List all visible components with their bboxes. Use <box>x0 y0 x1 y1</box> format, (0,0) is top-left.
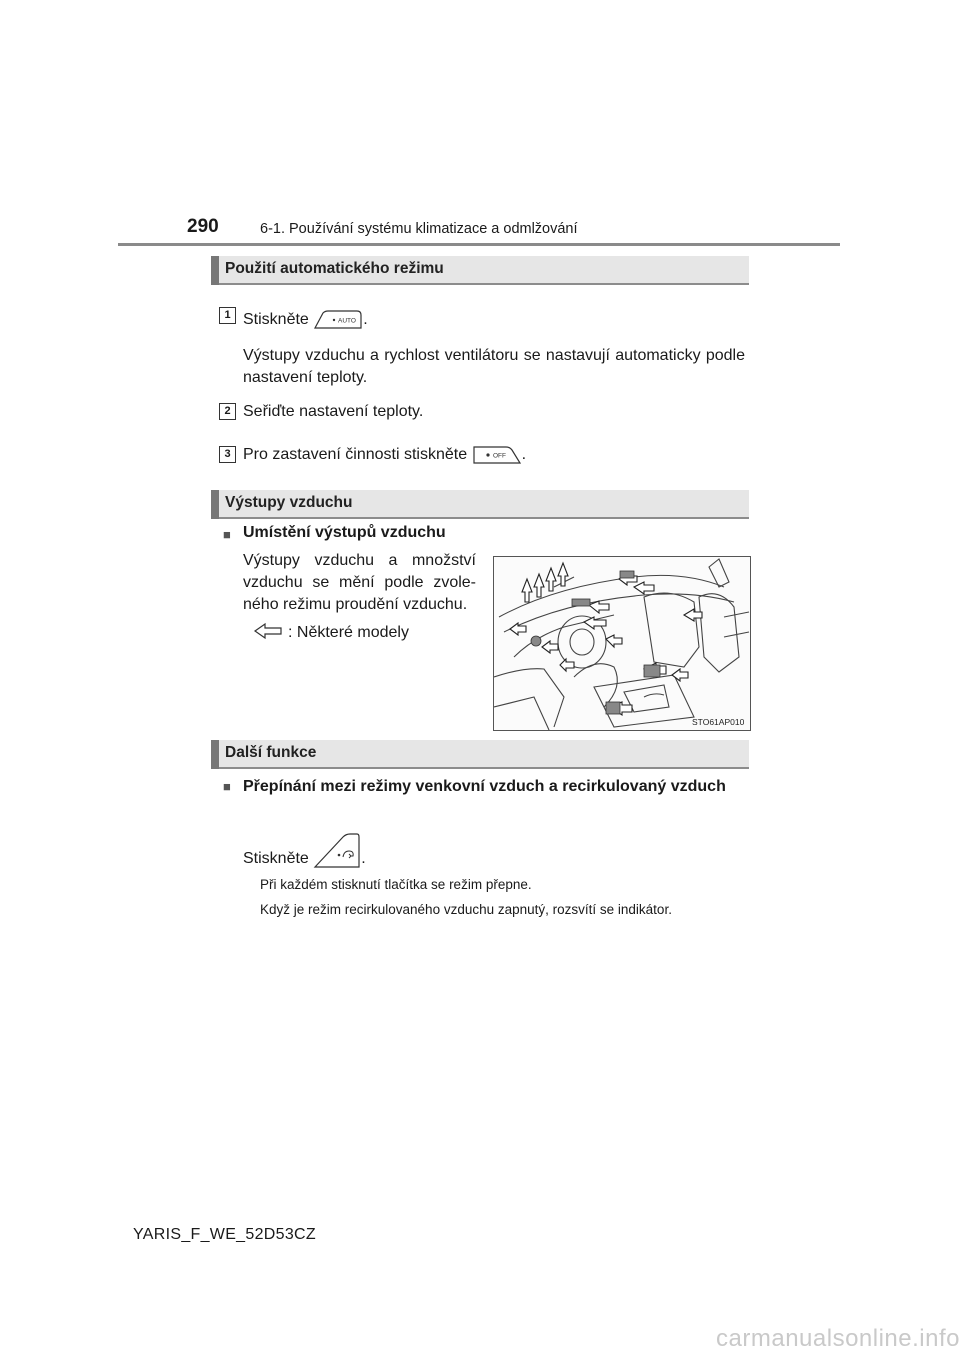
auto-button-icon <box>313 310 363 330</box>
step-1-detail: Výstupy vzduchu a rychlost ventilátoru se nastavují automaticky podle nastavení teploty. <box>243 347 745 386</box>
car-interior-drawing <box>494 557 750 730</box>
recirc-press-text <box>243 841 366 877</box>
legend-arrow-icon <box>253 622 283 645</box>
section-marker <box>211 256 219 285</box>
recirc-note-1: Při každém stisknutí tlačítka se režim přepne. <box>260 877 532 892</box>
figure-code: STO61AP010 <box>692 717 745 727</box>
recirculation-button-icon <box>313 833 361 869</box>
step-1-label: Stiskněte <box>243 311 309 328</box>
off-button-icon <box>472 445 522 465</box>
step-badge-3: 3 <box>219 446 236 463</box>
section-marker <box>211 490 219 519</box>
section-title: Další funkce <box>225 744 317 761</box>
bullet-icon: ■ <box>223 779 231 794</box>
step-badge-1: 1 <box>219 307 236 324</box>
step-3-period: . <box>521 446 527 463</box>
step-1-text <box>243 309 368 331</box>
bullet-icon: ■ <box>223 527 231 542</box>
step-badge-2: 2 <box>219 403 236 420</box>
outlets-heading: Umístění výstupů vzduchu <box>243 524 446 541</box>
outlets-description: Výstupy vzduchu a množství vzduchu se mění podle zvoleného režimu proudění vzduchu. <box>243 552 476 613</box>
step-3-label: Pro zastavení činnosti stiskněte <box>243 446 468 463</box>
step-1-period: . <box>363 311 368 328</box>
air-outlets-illustration <box>493 556 751 731</box>
recirc-press-period: . <box>361 850 366 868</box>
legend-text: : Některé modely <box>288 624 409 641</box>
watermark: carmanualsonline.info <box>716 1325 960 1352</box>
step-2-text: Seřiďte nastavení teploty. <box>243 403 424 420</box>
recirc-press-label: Stiskněte <box>243 850 309 868</box>
chapter-title: 6-1. Používání systému klimatizace a odmlžování <box>260 221 578 237</box>
section-other-functions <box>211 740 749 769</box>
section-title: Použití automatického režimu <box>225 260 444 277</box>
footer-code: YARIS_F_WE_52D53CZ <box>133 1226 316 1243</box>
section-title: Výstupy vzduchu <box>225 494 353 511</box>
auto-button-label: AUTO <box>338 317 357 325</box>
section-marker <box>211 740 219 769</box>
off-button-label: OFF <box>492 452 506 460</box>
step-3-text <box>243 444 526 466</box>
section-auto-mode <box>211 256 749 285</box>
recirc-note-2: Když je režim recirkulovaného vzduchu zapnutý, rozsvítí se indikátor. <box>260 902 672 917</box>
recirc-heading: Přepínání mezi režimy venkovní vzduch a recirkulovaný vzduch <box>243 778 726 795</box>
section-air-outlets <box>211 490 749 519</box>
header-rule <box>118 243 840 246</box>
page-number: 290 <box>187 216 219 237</box>
